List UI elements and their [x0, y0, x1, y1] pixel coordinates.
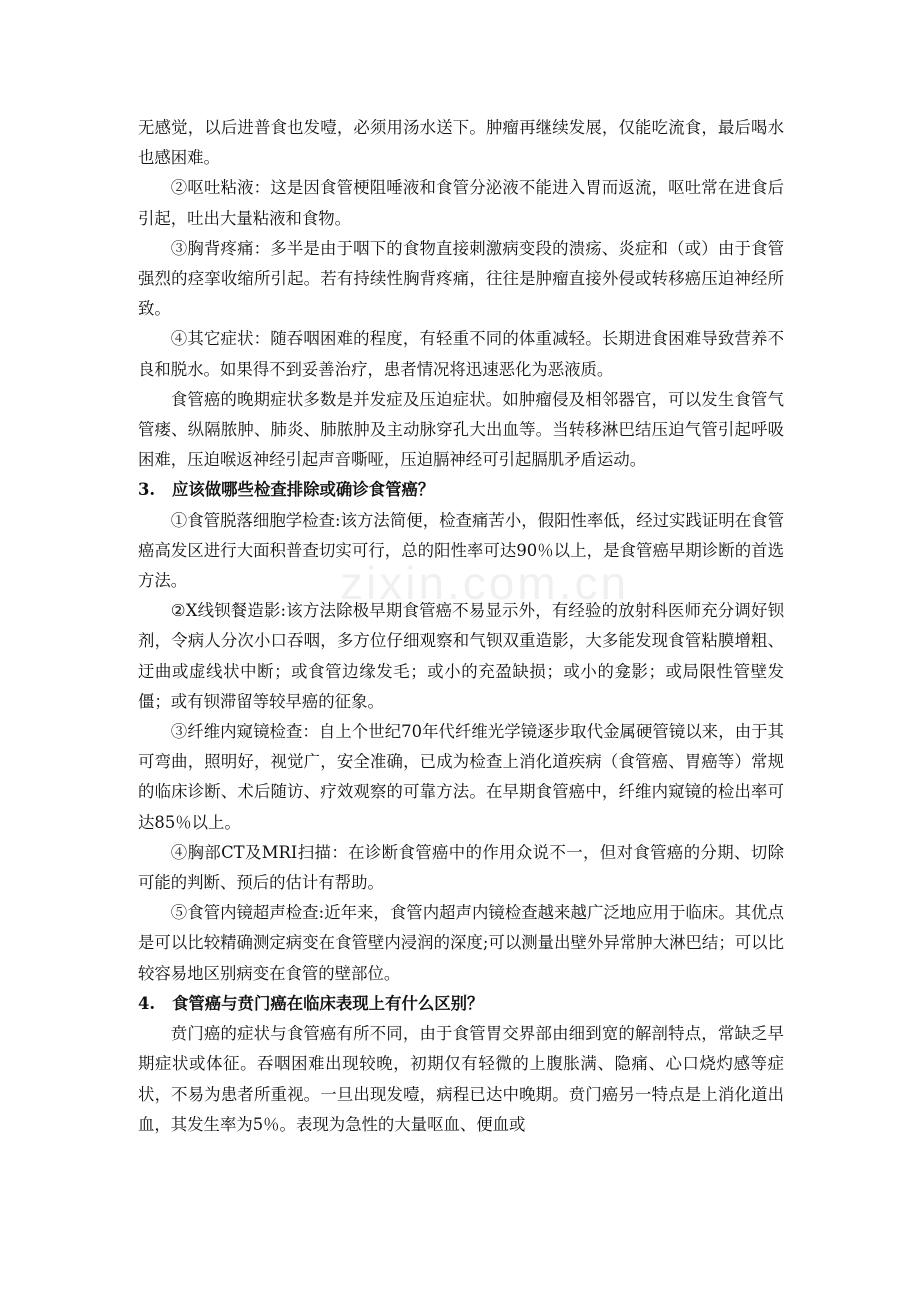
- paragraph-continuation: 无感觉，以后进普食也发噎，必须用汤水送下。肿瘤再继续发展，仅能吃流食，最后喝水也感困难。: [138, 118, 784, 168]
- paragraph-vomiting-mucus: ②呕吐粘液：这是因食管梗阻唾液和食管分泌液不能进入胃而返流，呕吐常在进食后引起，吐出大量粘液和食物。: [138, 178, 784, 228]
- document-body: [138, 113, 784, 1140]
- paragraph-ct-mri: ④胸部CT及MRI扫描：在诊断食管癌中的作用众说不一，但对食管癌的分期、切除可能的判断、预后的估计有帮助。: [138, 842, 784, 893]
- watermark: zixin.com.cn: [340, 557, 630, 609]
- section-3-title: 应该做哪些检查排除或确诊食管癌？: [172, 480, 435, 500]
- section-3-number: 3.: [138, 480, 156, 500]
- paragraph-endoscopic-ultrasound: ⑤食管内镜超声检查:近年来，食管内超声内镜检查越来越广泛地应用于临床。其优点是可以比较精确测定病变在食管壁内浸润的深度;可以测量出壁外异常肿大淋巴结；可以比较容易地区别病变在食管的壁部位。: [138, 903, 784, 983]
- paragraph-other-symptoms: ④其它症状：随吞咽困难的程度，有轻重不同的体重减轻。长期进食困难导致营养不良和脱水。如果得不到妥善治疗，患者情况将迅速恶化为恶液质。: [138, 329, 784, 379]
- paragraph-cytology: ①食管脱落细胞学检查:该方法简便，检查痛苦小，假阳性率低，经过实践证明在食管癌高发区进行大面积普查切实可行，总的阳性率可达90％以上，是食管癌早期诊断的首选方法。: [138, 510, 784, 591]
- paragraph-chest-back-pain: ③胸背疼痛：多半是由于咽下的食物直接刺激病变段的溃疡、炎症和（或）由于食管强烈的痉挛收缩所引起。若有持续性胸背疼痛，往往是肿瘤直接外侵或转移癌压迫神经所致。: [138, 238, 784, 319]
- section-4-heading: [138, 989, 784, 1019]
- section-4-number: 4.: [138, 993, 156, 1013]
- paragraph-barium-xray: ②X线钡餐造影:该方法除极早期食管癌不易显示外，有经验的放射科医师充分调好钡剂，令病人分次小口吞咽，多方位仔细观察和气钡双重造影，大多能发现食管粘膜增粗、迂曲或虚线状中断；或食管边缘发毛；或小的充盈缺损；或小的龛影；或局限性管壁发僵；或有钡滞留等较早癌的征象。: [138, 601, 784, 711]
- paragraph-late-symptoms: 食管癌的晚期症状多数是并发症及压迫症状。如肿瘤侵及相邻器官，可以发生食管气管瘘、纵隔脓肿、肺炎、肺脓肿及主动脉穿孔大出血等。当转移淋巴结压迫气管引起呼吸困难，压迫喉返神经引起声音嘶哑，压迫膈神经可引起膈肌矛盾运动。: [138, 389, 784, 470]
- paragraph-cardia-cancer: 贲门癌的症状与食管癌有所不同，由于食管胃交界部由细到宽的解剖特点，常缺乏早期症状或体征。吞咽困难出现较晚，初期仅有轻微的上腹胀满、隐痛、心口烧灼感等症状，不易为患者所重视。一旦出现发噎，病程已达中晚期。贲门癌另一特点是上消化道出血，其发生率为5％。表现为急性的大量呕血、便血或: [138, 1024, 784, 1134]
- section-3-heading: [138, 475, 784, 505]
- section-4-title: 食管癌与贲门癌在临床表现上有什么区别？: [172, 993, 484, 1013]
- paragraph-endoscopy: ③纤维内窥镜检查：自上个世纪70年代纤维光学镜逐步取代金属硬管镜以来，由于其可弯曲，照明好，视觉广，安全准确，已成为检查上消化道疾病（食管癌、胃癌等）常规的临床诊断、术后随访、疗效观察的可靠方法。在早期食管癌中，纤维内窥镜的检出率可达85％以上。: [138, 722, 784, 832]
